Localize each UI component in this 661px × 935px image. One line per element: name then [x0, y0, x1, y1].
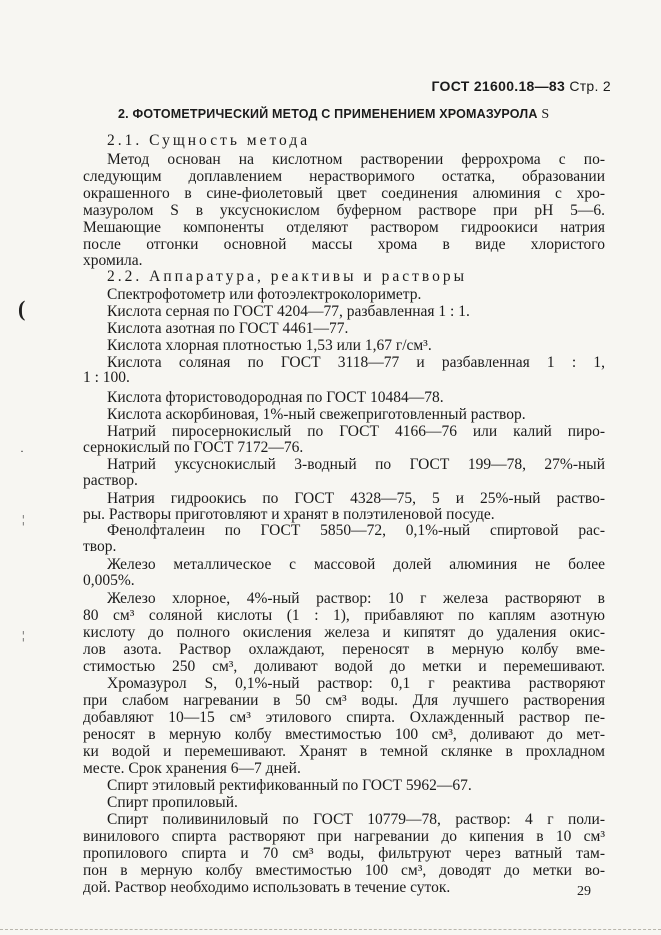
- text-line: Спектрофотометр или фотоэлектроколориметр.: [107, 286, 422, 303]
- standard-number: ГОСТ 21600.18—83: [431, 78, 566, 94]
- text-line: Кислота серная по ГОСТ 4204—77, разбавленная 1 : 1.: [107, 303, 470, 320]
- text-line: добавляют 10—15 см³ этилового спирта. Охлажденный раствор пе-: [83, 709, 605, 726]
- text-line: Натрия гидроокись по ГОСТ 4328—75, 5 и 25%-ный раство-: [107, 490, 605, 507]
- binding-mark: ¦: [22, 512, 25, 526]
- text-line: хромила.: [83, 252, 143, 269]
- text-line: месте. Срок хранения 6—7 дней.: [83, 760, 301, 777]
- text-line: лов азота. Раствор охлаждают, переносят в мерную колбу вме-: [83, 641, 605, 658]
- text-line: Хромазурол S, 0,1%-ный раствор: 0,1 г реактива растворяют: [107, 675, 605, 692]
- text-line: реносят в мерную колбу вместимостью 100 см³, доливают до мет-: [83, 726, 605, 743]
- text-line: винилового спирта растворяют при нагревании до кипения в 10 см³: [83, 828, 605, 845]
- text-line: твор.: [83, 538, 117, 555]
- text-line: Железо хлорное, 4%-ный раствор: 10 г железа растворяют в: [107, 590, 605, 607]
- text-line: Кислота соляная по ГОСТ 3118—77 и разбавленная 1 : 1,: [107, 354, 605, 371]
- text-line: Спирт пропиловый.: [107, 794, 238, 811]
- text-line: 1 : 100.: [83, 369, 130, 386]
- text-line: ки водой и перемешивают. Хранят в темной склянке в прохладном: [83, 743, 605, 760]
- text-line: Кислота аскорбиновая, 1%-ный свежеприготовленный раствор.: [107, 406, 526, 423]
- binding-mark: ·: [20, 444, 24, 458]
- text-line: раствор.: [83, 472, 138, 489]
- text-line: Натрий пиросернокислый по ГОСТ 4166—76 или калий пиро-: [107, 423, 605, 440]
- text-line: 0,005%.: [83, 572, 135, 589]
- text-line: Железо металлическое с массовой долей алюминия не более: [107, 556, 605, 573]
- text-line: Спирт поливиниловый по ГОСТ 10779—78, раствор: 4 г поли-: [107, 811, 605, 828]
- text-line: пон в мерную колбу вместимостью 100 см³, доводят до метки во-: [83, 862, 605, 879]
- binding-mark: (: [18, 296, 26, 321]
- text-line: после отгонки основной массы хрома в виде хлористого: [83, 236, 605, 253]
- text-line: стимостью 250 см³, доливают водой до метки и перемешивают.: [83, 658, 605, 675]
- subsection-heading: 2.1. Сущность метода: [107, 132, 311, 149]
- section-title-main: 2. ФОТОМЕТРИЧЕСКИЙ МЕТОД С ПРИМЕНЕНИЕМ ХРОМАЗУРОЛА: [118, 107, 538, 121]
- text-line: сернокислый по ГОСТ 7172—76.: [83, 439, 304, 456]
- page-header: [432, 78, 612, 94]
- text-line: дой. Раствор необходимо использовать в течение суток.: [83, 879, 451, 896]
- binding-mark: ¦: [22, 628, 25, 642]
- section-title: [118, 107, 549, 123]
- text-line: 80 см³ соляной кислоты (1 : 1), прибавляют по каплям азотную: [83, 607, 605, 624]
- page-number: 29: [577, 884, 591, 899]
- text-line: окрашенного в сине-фиолетовый цвет соединения алюминия с хро-: [83, 185, 605, 202]
- text-line: при слабом нагревании в 50 см³ воды. Для лучшего растворения: [83, 692, 605, 709]
- section-title-tail: S: [541, 107, 550, 122]
- page-label: Стр. 2: [569, 78, 611, 94]
- text-line: Натрий уксуснокислый 3-водный по ГОСТ 199—78, 27%-ный: [107, 456, 605, 473]
- text-line: пропилового спирта и 70 см³ воды, фильтруют через ватный там-: [83, 845, 605, 862]
- scan-edge: [0, 929, 661, 931]
- text-line: Фенолфталеин по ГОСТ 5850—72, 0,1%-ный спиртовой рас-: [107, 522, 605, 539]
- text-line: Спирт этиловый ректификованный по ГОСТ 5962—67.: [107, 777, 472, 794]
- text-line: Мешающие компоненты отделяют раствором гидроокиси натрия: [83, 219, 605, 236]
- text-line: мазуролом S в уксуснокислом буферном растворе при pH 5—6.: [83, 202, 605, 219]
- text-line: следующим доплавлением нерастворимого остатка, образовании: [83, 168, 605, 185]
- subsection-heading: 2.2. Аппаратура, реактивы и растворы: [107, 268, 467, 285]
- text-line: ры. Растворы приготовляют и хранят в полэтиленовой посуде.: [83, 506, 495, 523]
- text-line: Метод основан на кислотном растворении феррохрома с по-: [107, 151, 605, 168]
- text-line: Кислота азотная по ГОСТ 4461—77.: [107, 320, 349, 337]
- text-line: кислоту до полного окисления железа и кипятят до удаления окис-: [83, 624, 605, 641]
- text-line: Кислота хлорная плотностью 1,53 или 1,67 г/см³.: [107, 337, 432, 354]
- text-line: Кислота фтористоводородная по ГОСТ 10484—78.: [107, 389, 444, 406]
